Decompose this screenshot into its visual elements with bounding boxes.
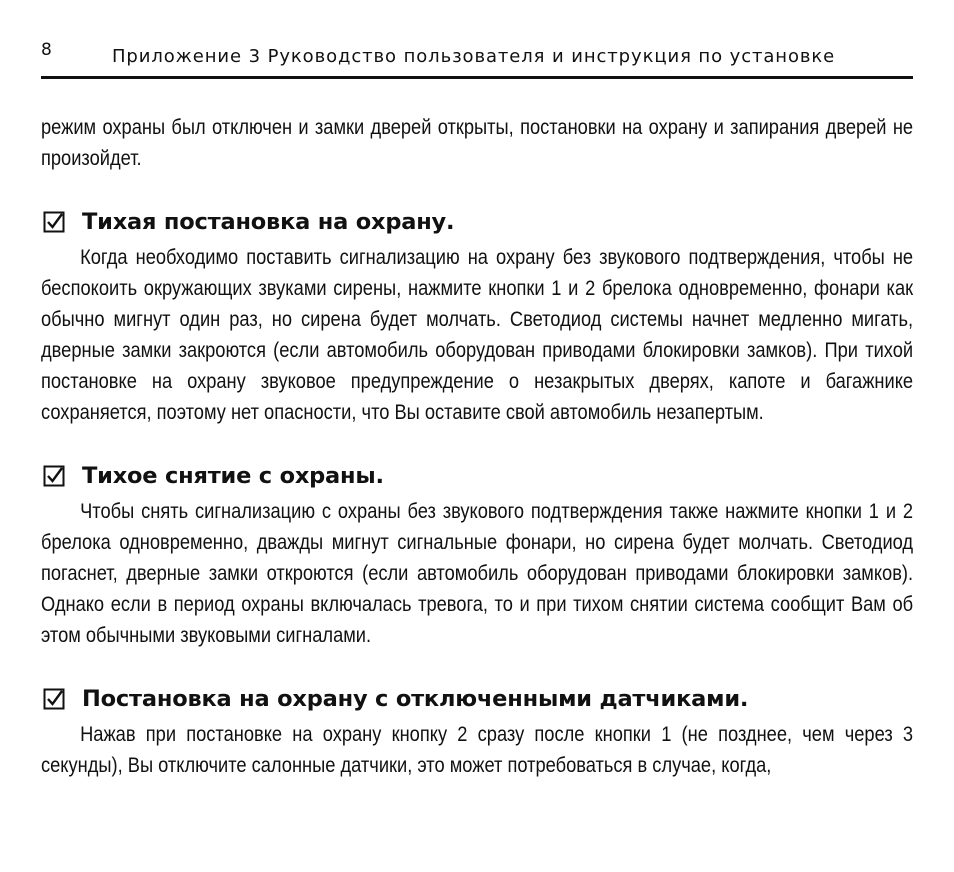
section-heading-text: Тихое снятие с охраны. xyxy=(82,463,384,489)
section-silent-arming xyxy=(41,204,913,428)
page-number: 8 xyxy=(41,40,52,60)
section-heading-text: Постановка на охрану с отключенными датчиками. xyxy=(82,686,749,712)
checkbox-checked-icon xyxy=(43,211,65,233)
section-heading xyxy=(41,458,913,494)
section-silent-disarming xyxy=(41,458,913,651)
section-heading-text: Тихая постановка на охрану. xyxy=(82,209,455,235)
checkbox-checked-icon xyxy=(43,465,65,487)
header-rule xyxy=(41,76,913,79)
running-header: Приложение 3 Руководство пользователя и инструкция по установке xyxy=(112,46,836,67)
section-body: Нажав при постановке на охрану кнопку 2 сразу после кнопки 1 (не позднее, чем через 3 секунды), Вы отключите салонные датчики, это может потребоваться в случае, когда, xyxy=(41,722,914,777)
section-arming-sensors-off xyxy=(41,681,913,781)
intro-paragraph: режим охраны был отключен и замки дверей открыты, постановки на охрану и запирания дверей не произойдет. xyxy=(41,115,914,170)
section-heading xyxy=(41,681,913,717)
section-body: Чтобы снять сигнализацию с охраны без звукового подтверждения также нажмите кнопки 1 и 2 брелока одновременно, дважды мигнут сигнальные фонари, но сирена будет молчать. Светодиод погаснет, дверные замки откроются (если автомобиль оборудован приводами блокировки замков). Однако если в период охраны включалась тревога, то и при тихом снятии система сообщит Вам об этом обычными звуковыми сигналами. xyxy=(41,499,914,647)
section-body: Когда необходимо поставить сигнализацию на охрану без звукового подтверждения, чтобы не беспокоить окружающих звуками сирены, нажмите кнопки 1 и 2 брелока одновременно, фонари как обычно мигнут один раз, но сирена будет молчать. Светодиод системы начнет медленно мигать, дверные замки закроются (если автомобиль оборудован приводами блокировки замков). При тихой постановке на охрану звуковое предупреждение о незакрытых дверях, капоте и багажнике сохраняется, поэтому нет опасности, что Вы оставите свой автомобиль незапертым. xyxy=(41,245,914,424)
checkbox-checked-icon xyxy=(43,688,65,710)
page-body xyxy=(41,112,913,781)
section-heading xyxy=(41,204,913,240)
